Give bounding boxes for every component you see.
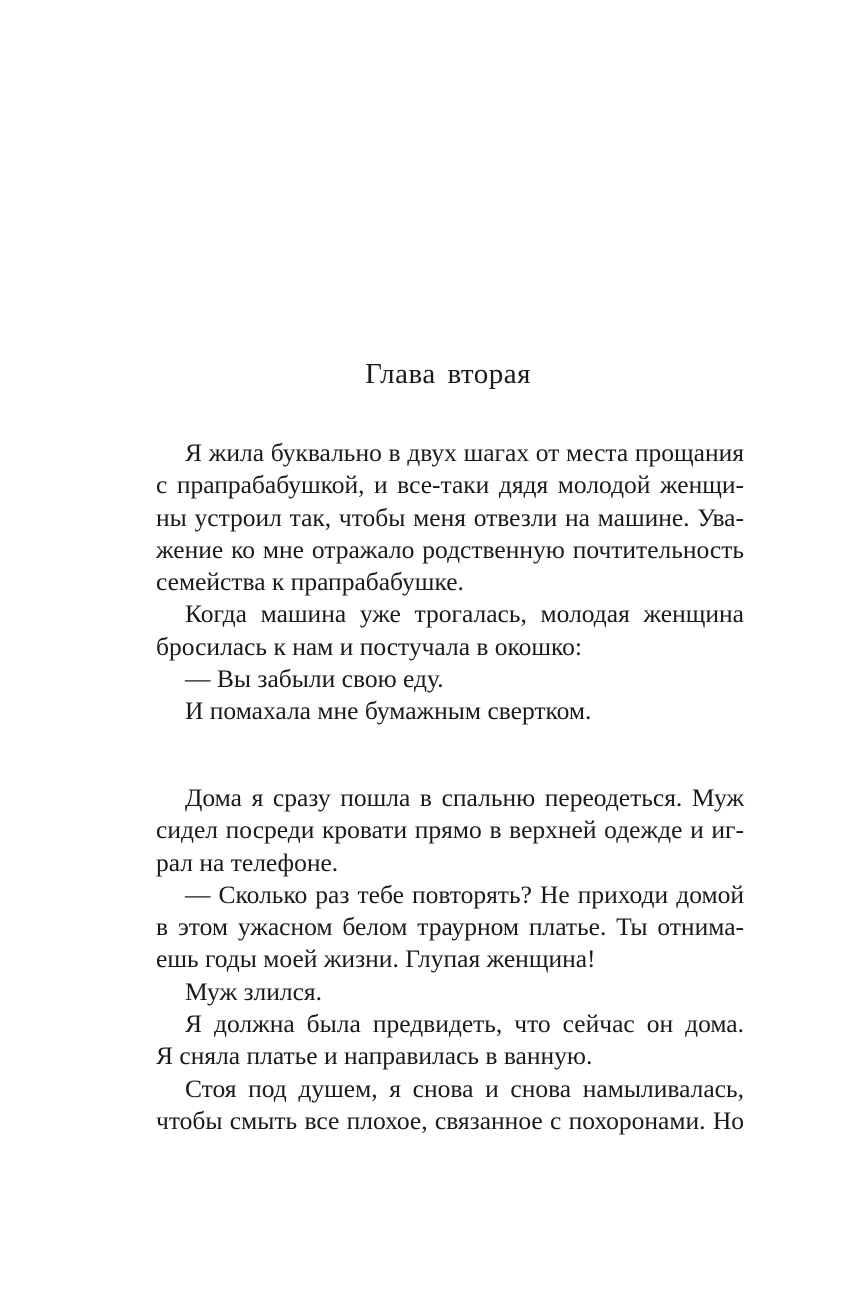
text-line: Я должна была предвидеть, что сейчас он дома. [185, 1009, 744, 1039]
text-line: семейства к прапрабабушке. [156, 567, 464, 597]
text-line: жение ко мне отражало родственную почтительность [156, 534, 744, 564]
text-line: Дома я сразу пошла в спальню переодеться. Муж [185, 783, 744, 812]
chapter-title: Глава вторая [365, 358, 531, 390]
text-line: с прапрабабушкой, и все-таки дядя молодой женщи- [156, 470, 744, 500]
text-line: Стоя под душем, я снова и снова намыливалась, [185, 1073, 744, 1103]
text-line: ны устроил так, чтобы меня отвезли на машине. Ува- [156, 502, 744, 532]
text-line: Когда машина уже трогалась, молодая женщина [185, 599, 744, 629]
text-line: сидел посреди кровати прямо в верхней одежде и иг- [156, 815, 744, 845]
text-block-1 [156, 437, 744, 728]
text-line: ешь годы моей жизни. Глупая женщина! [156, 944, 596, 974]
text-line: в этом ужасном белом траурном платье. Ты отнима- [156, 912, 744, 942]
text-line: бросилась к нам и постучала в окошко: [156, 631, 582, 661]
text-line: рал на телефоне. [156, 847, 339, 877]
text-line: Муж злился. [185, 976, 323, 1006]
dialogue-line: — Сколько раз тебе повторять? Не приходи домой [185, 879, 744, 909]
dialogue-line: — Вы забыли свою еду. [185, 664, 444, 694]
text-line: Я сняла платье и направилась в ванную. [156, 1041, 593, 1071]
text-line: Я жила буквально в двух шагах от места прощания [185, 438, 744, 467]
text-line: И помахала мне бумажным свертком. [185, 696, 592, 726]
text-line: чтобы смыть все плохое, связанное с похоронами. Но [156, 1105, 744, 1135]
text-block-2 [156, 782, 744, 1137]
